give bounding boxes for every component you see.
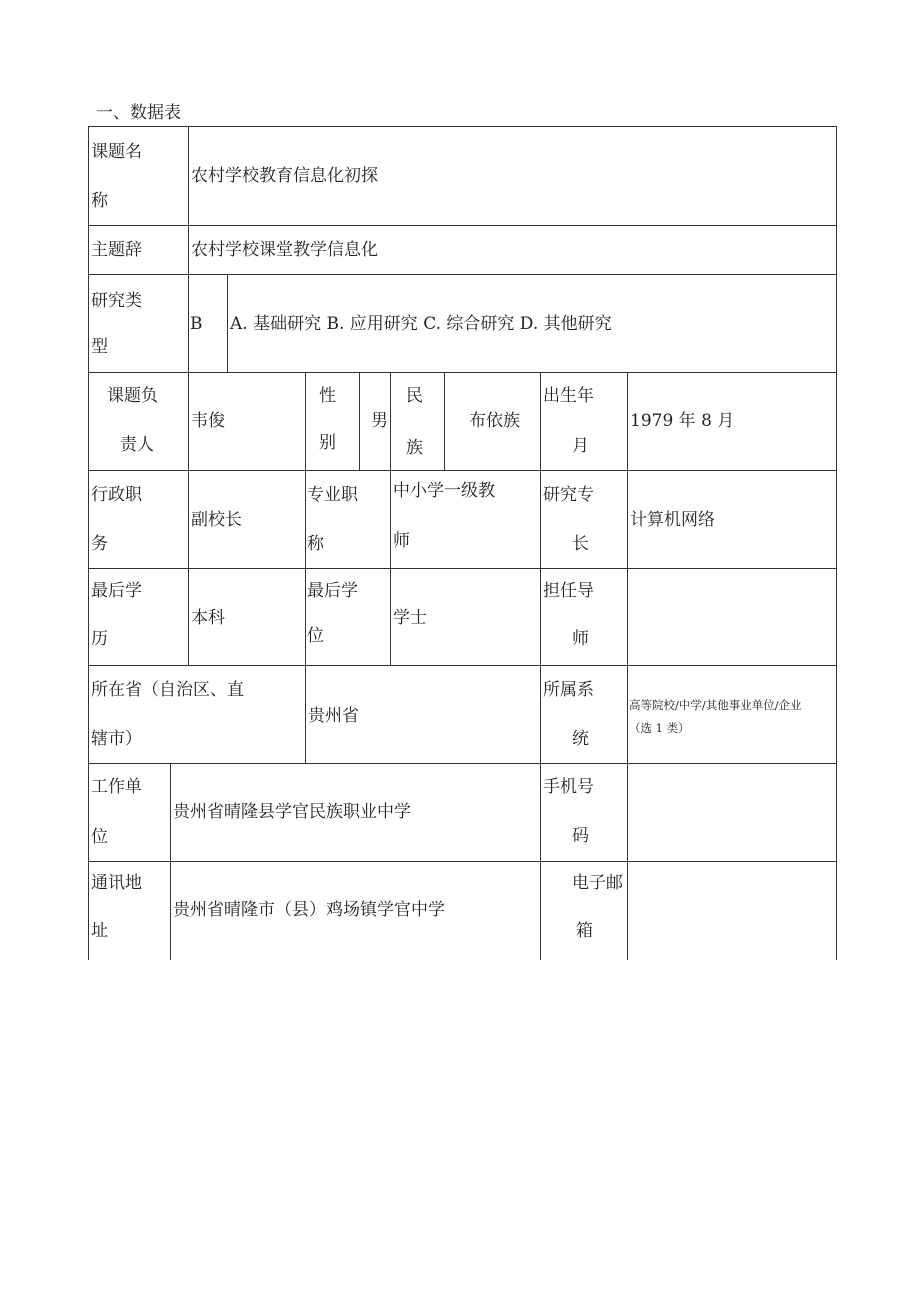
- specialty-value: 计算机网络: [630, 510, 715, 530]
- gender-label: 性: [319, 386, 336, 406]
- table-divider: [305, 372, 306, 763]
- system-label: 所属系: [543, 680, 594, 700]
- province-label: 所在省（自治区、直: [91, 680, 244, 700]
- table-divider: [188, 372, 189, 665]
- table-divider: [540, 372, 541, 960]
- title-value: 中小学一级教: [393, 481, 495, 501]
- phone-label-cont: 码: [572, 826, 589, 846]
- workplace-label: 工作单: [91, 777, 142, 797]
- email-label-cont: 箱: [576, 921, 593, 941]
- education-value: 本科: [191, 608, 225, 628]
- table-divider: [88, 861, 837, 862]
- address-label-cont: 址: [91, 921, 108, 941]
- workplace-label-cont: 位: [91, 827, 108, 847]
- phone-label: 手机号: [543, 777, 594, 797]
- table-divider: [188, 126, 189, 372]
- table-border: [88, 126, 837, 127]
- address-label: 通讯地: [91, 873, 142, 893]
- table-divider: [88, 470, 837, 471]
- topic-label: 课题名: [91, 142, 142, 162]
- education-label: 最后学: [91, 581, 142, 601]
- keywords-value: 农村学校课堂教学信息化: [191, 240, 378, 260]
- system-label-cont: 统: [572, 729, 589, 749]
- ethnic-label: 民: [406, 386, 423, 406]
- ethnic-label-cont: 族: [406, 438, 423, 458]
- position-value: 副校长: [191, 510, 242, 530]
- table-divider: [88, 372, 837, 373]
- address-value: 贵州省晴隆市（县）鸡场镇学官中学: [173, 900, 445, 920]
- table-border: [836, 126, 837, 960]
- table-divider: [88, 274, 837, 275]
- table-divider: [627, 372, 628, 960]
- table-divider: [88, 763, 837, 764]
- birth-label: 出生年: [543, 386, 594, 406]
- topic-value: 农村学校教育信息化初探: [191, 166, 378, 186]
- province-value: 贵州省: [308, 706, 359, 726]
- leader-name: 韦俊: [191, 411, 225, 431]
- gender-label-cont: 别: [319, 433, 336, 453]
- title-label: 专业职: [307, 485, 358, 505]
- ethnic-value: 布依族: [469, 411, 520, 431]
- education-label-cont: 历: [91, 629, 108, 649]
- title-value-cont: 师: [393, 531, 410, 551]
- table-border: [88, 126, 89, 960]
- title-label-cont: 称: [307, 534, 324, 554]
- table-divider: [359, 372, 360, 470]
- table-divider: [390, 372, 391, 665]
- mentor-label-cont: 师: [572, 629, 589, 649]
- table-divider: [227, 274, 228, 372]
- system-options-note: （选 1 类）: [629, 721, 690, 735]
- leader-label: 课题负: [107, 386, 158, 406]
- research-type-choice: B: [190, 314, 203, 334]
- system-options: 高等院校/中学/其他事业单位/企业: [629, 698, 802, 712]
- leader-label-cont: 责人: [120, 435, 154, 455]
- table-divider: [88, 665, 837, 666]
- section-heading: 一、数据表: [96, 103, 181, 123]
- table-divider: [88, 225, 837, 226]
- email-label: 电子邮: [572, 873, 623, 893]
- workplace-value: 贵州省晴隆县学官民族职业中学: [173, 802, 411, 822]
- degree-value: 学士: [393, 608, 427, 628]
- table-divider: [88, 568, 837, 569]
- specialty-label-cont: 长: [572, 534, 589, 554]
- research-type-label-cont: 型: [91, 337, 108, 357]
- gender-value: 男: [371, 411, 388, 431]
- keywords-label: 主题辞: [91, 240, 142, 260]
- topic-label-cont: 称: [91, 191, 108, 211]
- position-label: 行政职: [91, 485, 142, 505]
- table-divider: [170, 763, 171, 960]
- birth-value: 1979 年 8 月: [630, 411, 735, 431]
- mentor-label: 担任导: [543, 581, 594, 601]
- province-label-cont: 辖市）: [91, 729, 142, 749]
- research-type-options: A. 基础研究 B. 应用研究 C. 综合研究 D. 其他研究: [230, 314, 612, 334]
- degree-label: 最后学: [307, 581, 358, 601]
- position-label-cont: 务: [91, 534, 108, 554]
- research-type-label: 研究类: [91, 291, 142, 311]
- birth-label-cont: 月: [572, 436, 589, 456]
- table-divider: [444, 372, 445, 470]
- degree-label-cont: 位: [307, 626, 324, 646]
- specialty-label: 研究专: [543, 485, 594, 505]
